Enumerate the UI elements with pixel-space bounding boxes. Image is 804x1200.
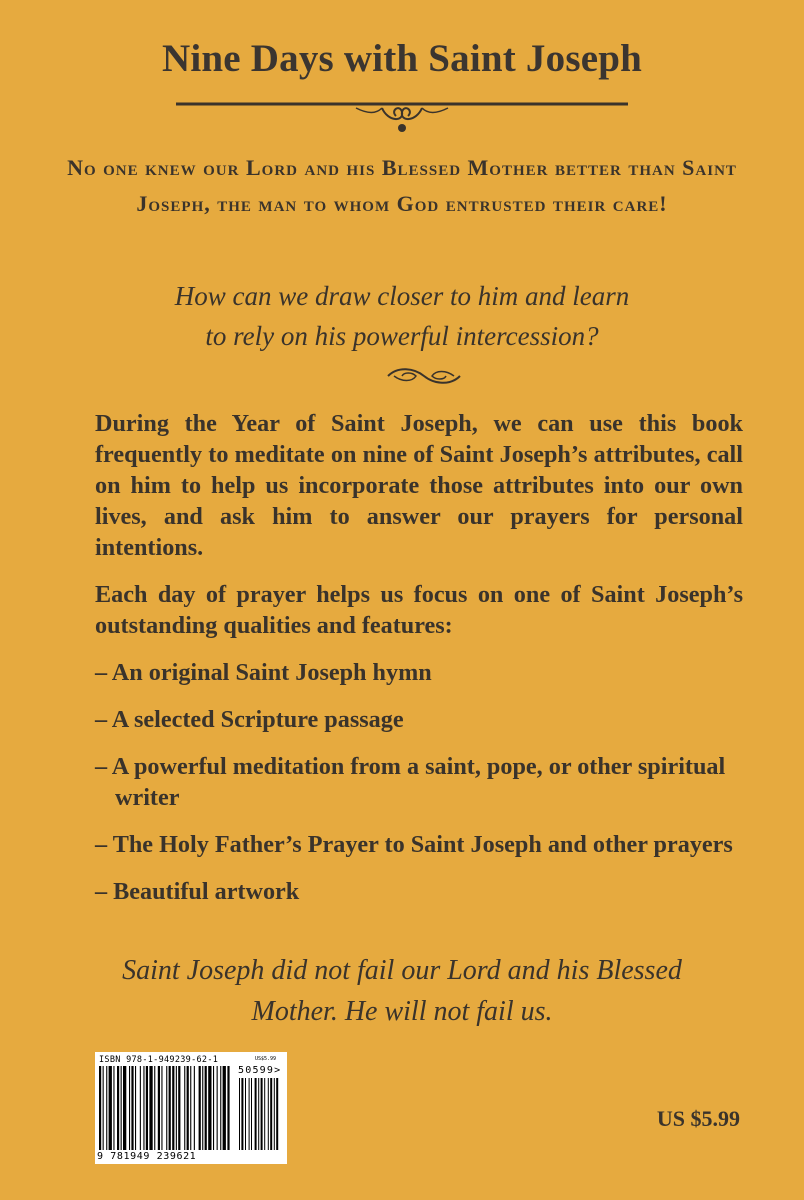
- cover-price: US $5.99: [656, 1106, 740, 1131]
- book-title: Nine Days with Saint Joseph: [162, 37, 642, 80]
- barcode-price: US$5.99: [255, 1056, 277, 1062]
- isbn-barcode: [95, 1052, 287, 1164]
- description: [95, 408, 743, 923]
- list-item: – The Holy Father’s Prayer to Saint Joseph and other prayers: [95, 831, 733, 858]
- addon-digits: 50599>: [238, 1065, 282, 1076]
- description-paragraph: Each day of prayer helps us focus on one of Saint Joseph’s outstanding qualities and features:: [95, 581, 743, 639]
- closing-quote: [40, 950, 764, 1032]
- list-item: – Beautiful artwork: [95, 878, 300, 905]
- closing-line: Saint Joseph did not fail our Lord and his Blessed: [122, 955, 682, 986]
- question-text: [40, 276, 764, 356]
- list-item: – A selected Scripture passage: [95, 706, 404, 733]
- isbn-number: ISBN 978-1-949239-62-1: [99, 1055, 219, 1065]
- barcode-bars-icon: [99, 1066, 283, 1152]
- small-flourish-icon: [384, 364, 464, 388]
- list-item: – An original Saint Joseph hymn: [95, 659, 432, 686]
- description-paragraph: During the Year of Saint Joseph, we can use this book frequently to meditate on nine of Saint Joseph’s attributes, call on him to help us incorporate those attributes into our own lives, and ask him to answer our prayers for personal intentions.: [95, 410, 743, 561]
- question-line: How can we draw closer to him and learn: [174, 281, 630, 311]
- question-line: to rely on his powerful intercession?: [205, 321, 599, 351]
- ornamental-divider-icon: [176, 92, 628, 136]
- lead-statement: No one knew our Lord and his Blessed Mother better than Saint Joseph, the man to whom God entrusted their care!: [67, 155, 737, 216]
- list-item: – A powerful meditation from a saint, pope, or other spiritual writer: [95, 753, 726, 811]
- closing-line: Mother. He will not fail us.: [251, 996, 553, 1027]
- ean-digits: 9 781949 239621: [97, 1151, 197, 1162]
- features-list: [95, 657, 743, 907]
